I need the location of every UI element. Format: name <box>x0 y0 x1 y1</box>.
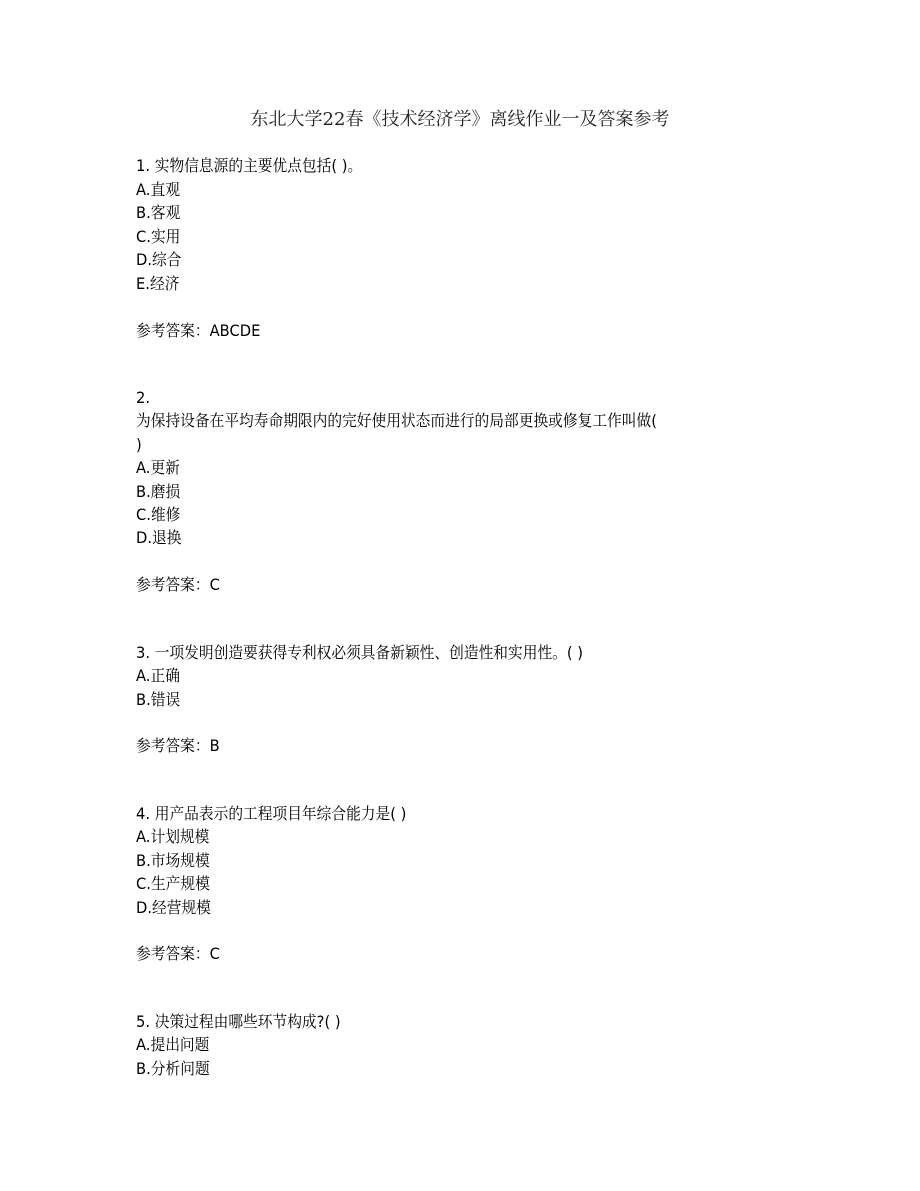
question-5-stem: 5. 决策过程由哪些环节构成?( ) <box>136 1012 341 1031</box>
question-4-answer: 参考答案：C <box>136 944 220 963</box>
question-2-stem-continued: ) <box>136 435 142 454</box>
question-2-answer: 参考答案：C <box>136 575 220 594</box>
question-2-stem: 为保持设备在平均寿命期限内的完好使用状态而进行的局部更换或修复工作叫做( <box>136 411 657 430</box>
question-1-option-c: C.实用 <box>136 227 181 246</box>
question-1-option-e: E.经济 <box>136 274 180 293</box>
question-3-option-b: B.错误 <box>136 690 181 709</box>
question-4-option-b: B.市场规模 <box>136 851 210 870</box>
question-2-number: 2. <box>136 388 151 407</box>
question-1-answer: 参考答案：ABCDE <box>136 321 261 340</box>
question-1-option-d: D.综合 <box>136 250 182 269</box>
question-1-stem: 1. 实物信息源的主要优点包括( )。 <box>136 156 363 175</box>
question-4-stem: 4. 用产品表示的工程项目年综合能力是( ) <box>136 804 407 823</box>
question-4-option-d: D.经营规模 <box>136 898 211 917</box>
question-3-answer: 参考答案：B <box>136 736 220 755</box>
question-2-option-c: C.维修 <box>136 505 181 524</box>
question-1-option-a: A.直观 <box>136 180 180 199</box>
question-5-option-b: B.分析问题 <box>136 1059 210 1078</box>
question-2-option-b: B.磨损 <box>136 482 181 501</box>
question-5-option-a: A.提出问题 <box>136 1035 210 1054</box>
question-1-option-b: B.客观 <box>136 203 181 222</box>
document-title: 东北大学22春《技术经济学》离线作业一及答案参考 <box>250 109 670 130</box>
question-4-option-c: C.生产规模 <box>136 874 210 893</box>
question-3-stem: 3. 一项发明创造要获得专利权必须具备新颖性、创造性和实用性。( ) <box>136 643 584 662</box>
question-3-option-a: A.正确 <box>136 666 180 685</box>
question-2-option-a: A.更新 <box>136 458 180 477</box>
question-2-option-d: D.退换 <box>136 528 182 547</box>
question-4-option-a: A.计划规模 <box>136 827 210 846</box>
